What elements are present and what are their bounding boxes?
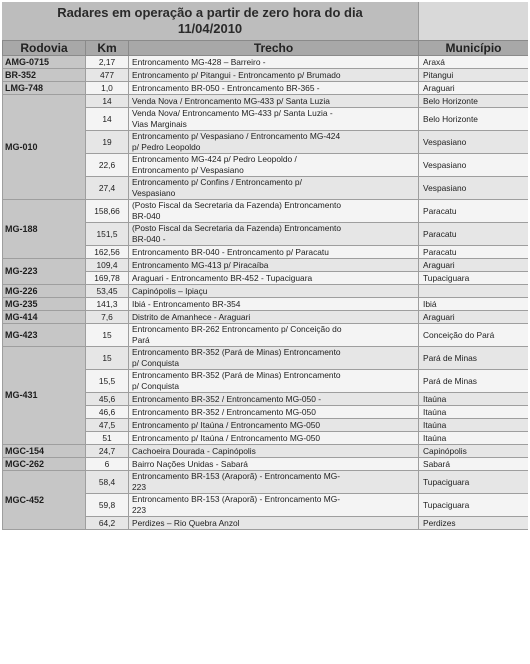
cell-rodovia: BR-352 (3, 69, 86, 82)
cell-municipio: Araguari (419, 82, 529, 95)
cell-trecho: (Posto Fiscal da Secretaria da Fazenda) Entroncamento BR-040 (129, 200, 419, 223)
cell-trecho: Distrito de Amanhece - Araguari (129, 311, 419, 324)
cell-municipio: Itaúna (419, 432, 529, 445)
cell-trecho: Entroncamento p/ Itaúna / Entroncamento MG-050 (129, 419, 419, 432)
cell-municipio: Ibiá (419, 298, 529, 311)
title-row (2, 2, 528, 40)
cell-km: 15,5 (86, 370, 129, 393)
cell-municipio: Capinópolis (419, 445, 529, 458)
cell-trecho: Ibiá - Entroncamento BR-354 (129, 298, 419, 311)
table-row (3, 311, 529, 324)
cell-municipio (419, 285, 529, 298)
cell-municipio: Belo Horizonte (419, 95, 529, 108)
cell-trecho: Entroncamento BR-262 Entroncamento p/ Conceição do Pará (129, 324, 419, 347)
cell-trecho: Entroncamento BR-040 - Entroncamento p/ Paracatu (129, 246, 419, 259)
table-row (3, 285, 529, 298)
table-row (3, 347, 529, 370)
cell-municipio: Sabará (419, 458, 529, 471)
cell-rodovia: MG-010 (3, 95, 86, 200)
cell-municipio: Araguari (419, 259, 529, 272)
cell-municipio: Paracatu (419, 246, 529, 259)
cell-trecho: Entroncamento p/ Itaúna / Entroncamento MG-050 (129, 432, 419, 445)
cell-km: 47,5 (86, 419, 129, 432)
cell-municipio: Araxá (419, 56, 529, 69)
cell-km: 22,6 (86, 154, 129, 177)
cell-rodovia: LMG-748 (3, 82, 86, 95)
cell-municipio: Vespasiano (419, 177, 529, 200)
radar-table (2, 40, 528, 530)
cell-rodovia: MG-223 (3, 259, 86, 285)
cell-municipio: Itaúna (419, 406, 529, 419)
cell-km: 24,7 (86, 445, 129, 458)
cell-trecho: Araguari - Entroncamento BR-452 - Tupaciguara (129, 272, 419, 285)
cell-km: 151,5 (86, 223, 129, 246)
table-row (3, 56, 529, 69)
cell-km: 15 (86, 347, 129, 370)
cell-rodovia: MG-414 (3, 311, 86, 324)
cell-km: 158,66 (86, 200, 129, 223)
cell-municipio: Pitangui (419, 69, 529, 82)
cell-km: 7,6 (86, 311, 129, 324)
cell-municipio: Araguari (419, 311, 529, 324)
cell-trecho: Entroncamento MG-428 – Barreiro - (129, 56, 419, 69)
cell-municipio: Conceição do Pará (419, 324, 529, 347)
cell-km: 58,4 (86, 471, 129, 494)
cell-trecho: Entroncamento p/ Pitangui - Entroncamento p/ Brumado (129, 69, 419, 82)
cell-km: 2,17 (86, 56, 129, 69)
header-rodovia: Rodovia (3, 41, 86, 56)
cell-trecho: Entroncamento BR-153 (Araporã) - Entroncamento MG- 223 (129, 494, 419, 517)
cell-rodovia: MGC-452 (3, 471, 86, 530)
cell-km: 59,8 (86, 494, 129, 517)
cell-rodovia: MGC-262 (3, 458, 86, 471)
table-row (3, 69, 529, 82)
cell-trecho: Entroncamento MG-424 p/ Pedro Leopoldo / Entroncamento p/ Vespasiano (129, 154, 419, 177)
cell-km: 477 (86, 69, 129, 82)
cell-municipio: Belo Horizonte (419, 108, 529, 131)
cell-trecho: Entroncamento BR-352 / Entroncamento MG-050 - (129, 393, 419, 406)
cell-km: 109,4 (86, 259, 129, 272)
cell-rodovia: MG-188 (3, 200, 86, 259)
cell-trecho: Venda Nova / Entroncamento MG-433 p/ Santa Luzia (129, 95, 419, 108)
table-row (3, 298, 529, 311)
cell-km: 51 (86, 432, 129, 445)
cell-rodovia: MG-226 (3, 285, 86, 298)
cell-municipio: Tupaciguara (419, 272, 529, 285)
cell-trecho: Entroncamento p/ Vespasiano / Entroncamento MG-424 p/ Pedro Leopoldo (129, 131, 419, 154)
cell-km: 46,6 (86, 406, 129, 419)
header-municipio: Município (419, 41, 529, 56)
cell-trecho: Entroncamento BR-050 - Entroncamento BR-365 - (129, 82, 419, 95)
cell-rodovia: MG-431 (3, 347, 86, 445)
cell-km: 1,0 (86, 82, 129, 95)
cell-trecho: (Posto Fiscal da Secretaria da Fazenda) Entroncamento BR-040 - (129, 223, 419, 246)
cell-municipio: Pará de Minas (419, 347, 529, 370)
cell-trecho: Entroncamento BR-352 (Pará de Minas) Entroncamento p/ Conquista (129, 347, 419, 370)
cell-trecho: Entroncamento p/ Confins / Entroncamento p/ Vespasiano (129, 177, 419, 200)
cell-rodovia: MG-423 (3, 324, 86, 347)
cell-municipio: Itaúna (419, 393, 529, 406)
cell-trecho: Entroncamento BR-352 / Entroncamento MG-050 (129, 406, 419, 419)
cell-km: 14 (86, 108, 129, 131)
cell-km: 45,6 (86, 393, 129, 406)
table-body (3, 56, 529, 530)
cell-km: 19 (86, 131, 129, 154)
cell-trecho: Entroncamento BR-153 (Araporã) - Entroncamento MG- 223 (129, 471, 419, 494)
title-line-2: 11/04/2010 (177, 21, 243, 36)
cell-km: 141,3 (86, 298, 129, 311)
cell-trecho: Cachoeira Dourada - Capinópolis (129, 445, 419, 458)
table-row (3, 259, 529, 272)
cell-municipio: Tupaciguara (419, 471, 529, 494)
header-km: Km (86, 41, 129, 56)
title-blank-cell (418, 2, 528, 40)
cell-municipio: Perdizes (419, 517, 529, 530)
table-row (3, 200, 529, 223)
cell-municipio: Pará de Minas (419, 370, 529, 393)
cell-trecho: Capinópolis – Ipiaçu (129, 285, 419, 298)
table-row (3, 458, 529, 471)
cell-km: 14 (86, 95, 129, 108)
table-title (2, 2, 418, 40)
table-row (3, 471, 529, 494)
cell-trecho: Venda Nova/ Entroncamento MG-433 p/ Santa Luzia - Vias Marginais (129, 108, 419, 131)
cell-municipio: Paracatu (419, 200, 529, 223)
cell-trecho: Bairro Nações Unidas - Sabará (129, 458, 419, 471)
cell-rodovia: MG-235 (3, 298, 86, 311)
cell-km: 6 (86, 458, 129, 471)
cell-km: 27,4 (86, 177, 129, 200)
cell-municipio: Vespasiano (419, 131, 529, 154)
cell-km: 64,2 (86, 517, 129, 530)
cell-trecho: Entroncamento MG-413 p/ Piracaíba (129, 259, 419, 272)
header-trecho: Trecho (129, 41, 419, 56)
title-line-1: Radares em operação a partir de zero hora do dia (57, 5, 363, 20)
cell-municipio: Paracatu (419, 223, 529, 246)
table-row (3, 82, 529, 95)
cell-km: 15 (86, 324, 129, 347)
cell-trecho: Entroncamento BR-352 (Pará de Minas) Entroncamento p/ Conquista (129, 370, 419, 393)
cell-km: 162,56 (86, 246, 129, 259)
cell-municipio: Tupaciguara (419, 494, 529, 517)
header-row (3, 41, 529, 56)
cell-km: 169,78 (86, 272, 129, 285)
cell-municipio: Itaúna (419, 419, 529, 432)
cell-trecho: Perdizes – Rio Quebra Anzol (129, 517, 419, 530)
cell-rodovia: AMG-0715 (3, 56, 86, 69)
radar-table-sheet (2, 2, 528, 656)
cell-municipio: Vespasiano (419, 154, 529, 177)
cell-rodovia: MGC-154 (3, 445, 86, 458)
cell-km: 53,45 (86, 285, 129, 298)
table-row (3, 445, 529, 458)
table-row (3, 95, 529, 108)
table-row (3, 324, 529, 347)
